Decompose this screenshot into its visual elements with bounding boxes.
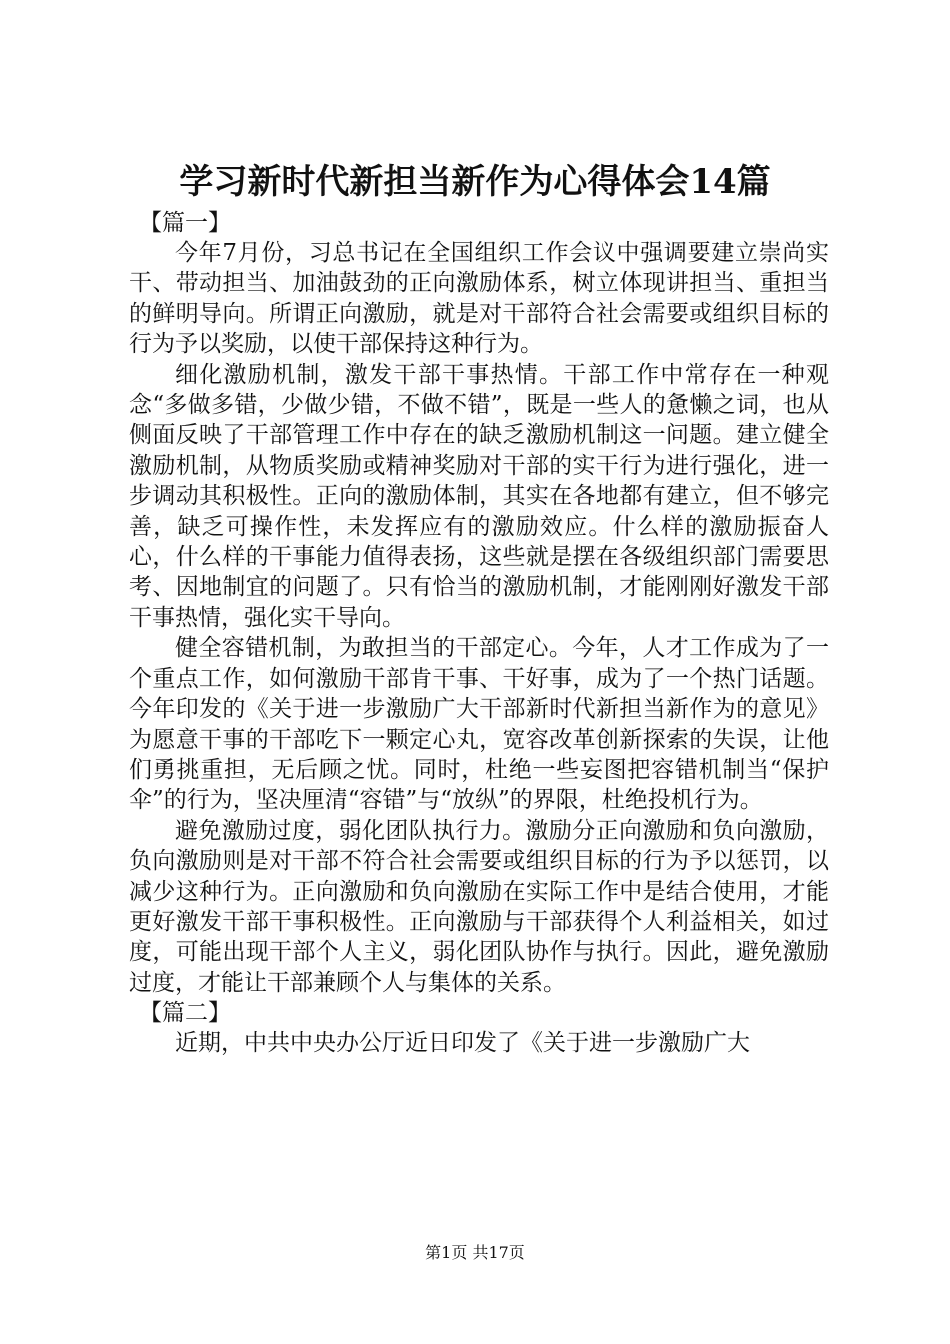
paragraph: 近期，中共中央办公厅近日印发了《关于进一步激励广大 — [175, 1030, 750, 1057]
section-heading-2: 【篇二】 — [139, 1000, 231, 1027]
paragraph: 健全容错机制，为敢担当的干部定心。今年，人才工作成为了一个重点工作，如何激励干部肯干事、干好事，成为了一个热门话题。今年印发的《关于进一步激励广大干部新时代新担当新作为的意见》为愿意干事的干部吃下一颗定心丸，宽容改革创新探索的失误，让他们勇挑重担，无后顾之忧。同时，杜绝一些妄图把容错机制当“保护伞”的行为，坚决厘清“容错”与“放纵”的界限，杜绝投机行为。 — [129, 635, 829, 814]
document-body — [129, 208, 829, 1059]
paragraph: 避免激励过度，弱化团队执行力。激励分正向激励和负向激励，负向激励则是对干部不符合社会需要或组织目标的行为予以惩罚，以减少这种行为。正向激励和负向激励在实际工作中是结合使用，才能更好激发干部干事积极性。正向激励与干部获得个人利益相关，如过度，可能出现干部个人主义，弱化团队协作与执行。因此，避免激励过度，才能让干部兼顾个人与集体的关系。 — [129, 817, 829, 996]
paragraph: 细化激励机制，激发干部干事热情。干部工作中常存在一种观念“多做多错，少做少错，不做不错”，既是一些人的惫懒之词，也从侧面反映了干部管理工作中存在的缺乏激励机制这一问题。建立健全激励机制，从物质奖励或精神奖励对干部的实干行为进行强化，进一步调动其积极性。正向的激励体制，其实在各地都有建立，但不够完善，缺乏可操作性，未发挥应有的激励效应。什么样的激励振奋人心，什么样的干事能力值得表扬，这些就是摆在各级组织部门需要思考、因地制宜的问题了。只有恰当的激励机制，才能刚刚好激发干部干事热情，强化实干导向。 — [129, 361, 829, 631]
section-heading-1: 【篇一】 — [139, 210, 231, 236]
paragraph: 今年7月份，习总书记在全国组织工作会议中强调要建立崇尚实干、带动担当、加油鼓劲的正向激励体系，树立体现讲担当、重担当的鲜明导向。所谓正向激励，就是对干部符合社会需要或组织目标的行为予以奖励，以使干部保持这种行为。 — [129, 240, 829, 358]
page-footer: 第1页 共17页 — [425, 1243, 525, 1262]
document-title: 学习新时代新担当新作为心得体会14篇 — [179, 162, 771, 202]
